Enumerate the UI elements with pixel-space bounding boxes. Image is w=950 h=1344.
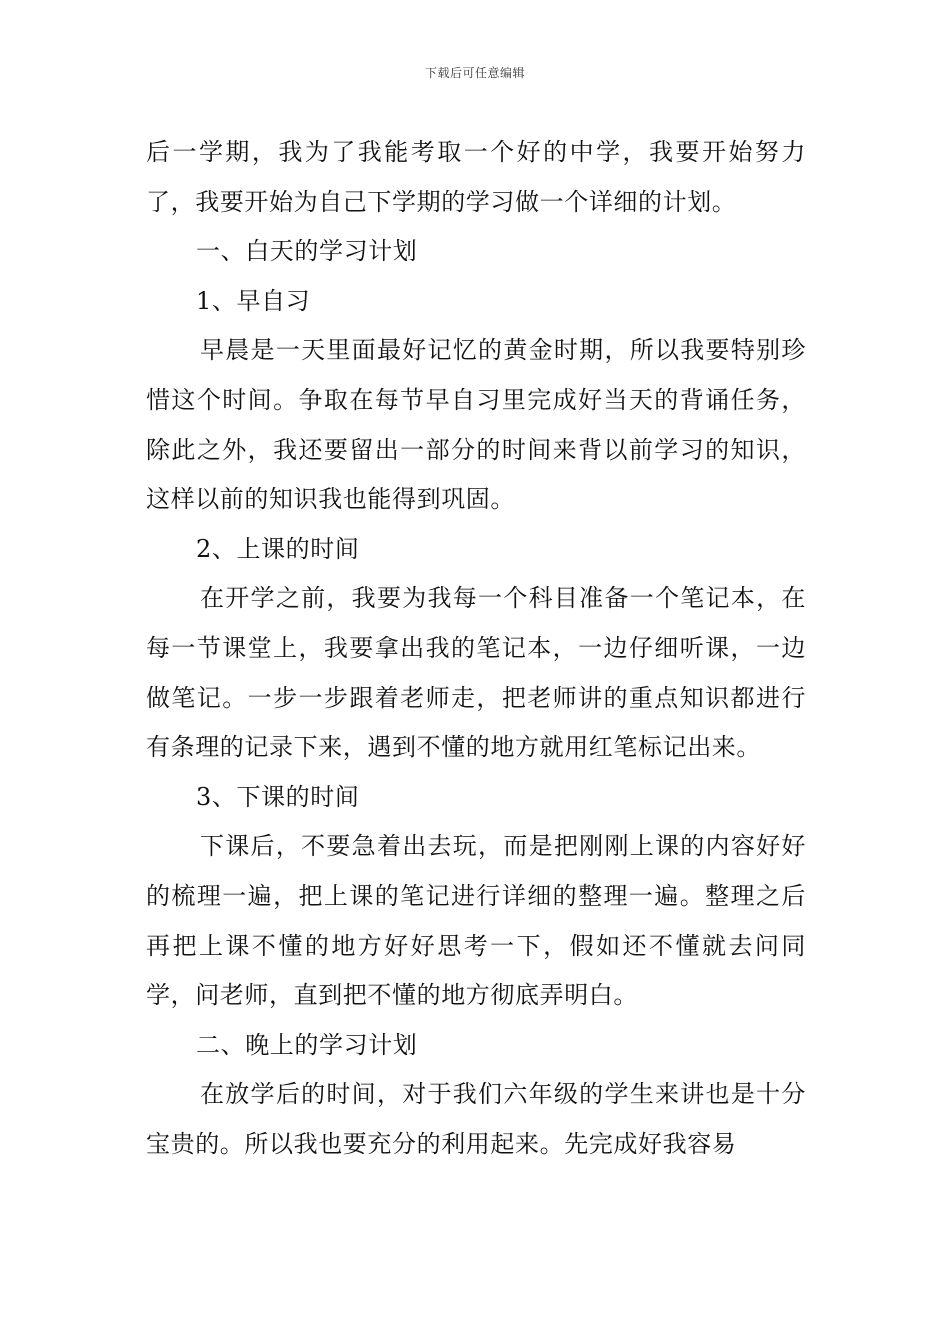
paragraph-class-time: 在开学之前，我要为我每一个科目准备一个笔记本，在每一节课堂上，我要拿出我的笔记本，一边仔细听课，一边做笔记。一步一步跟着老师走，把老师讲的重点知识都进行有条理的记录下来，遇到不懂的地方就用红笔标记出来。 — [146, 584, 806, 762]
paragraph-break-time: 下课后，不要急着出去玩，而是把刚刚上课的内容好好的梳理一遍，把上课的笔记进行详细的整理一遍。整理之后再把上课不懂的地方好好思考一下，假如还不懂就去问同学，问老师，直到把不懂的地方彻底弄明白。 — [146, 832, 806, 1010]
subheading-break-time: 3、下课的时间 — [196, 782, 360, 811]
subheading-class-time: 2、上课的时间 — [196, 534, 360, 563]
section-heading-evening-plan: 二、晚上的学习计划 — [196, 1030, 418, 1059]
subheading-morning-study: 1、早自习 — [196, 286, 311, 315]
paragraph-evening-plan: 在放学后的时间，对于我们六年级的学生来讲也是十分宝贵的。所以我也要充分的利用起来。先完成好我容易 — [146, 1080, 806, 1158]
section-heading-daytime-plan: 一、白天的学习计划 — [196, 237, 418, 266]
page-header: 下载后可任意编辑 — [424, 66, 525, 80]
paragraph-intro: 后一学期，我为了我能考取一个好的中学，我要开始努力了，我要开始为自己下学期的学习做一个详细的计划。 — [146, 138, 806, 216]
paragraph-morning-study: 早晨是一天里面最好记忆的黄金时期，所以我要特别珍惜这个时间。争取在每节早自习里完成好当天的背诵任务，除此之外，我还要留出一部分的时间来背以前学习的知识，这样以前的知识我也能得到巩固。 — [146, 336, 806, 514]
document-body — [146, 128, 806, 1169]
